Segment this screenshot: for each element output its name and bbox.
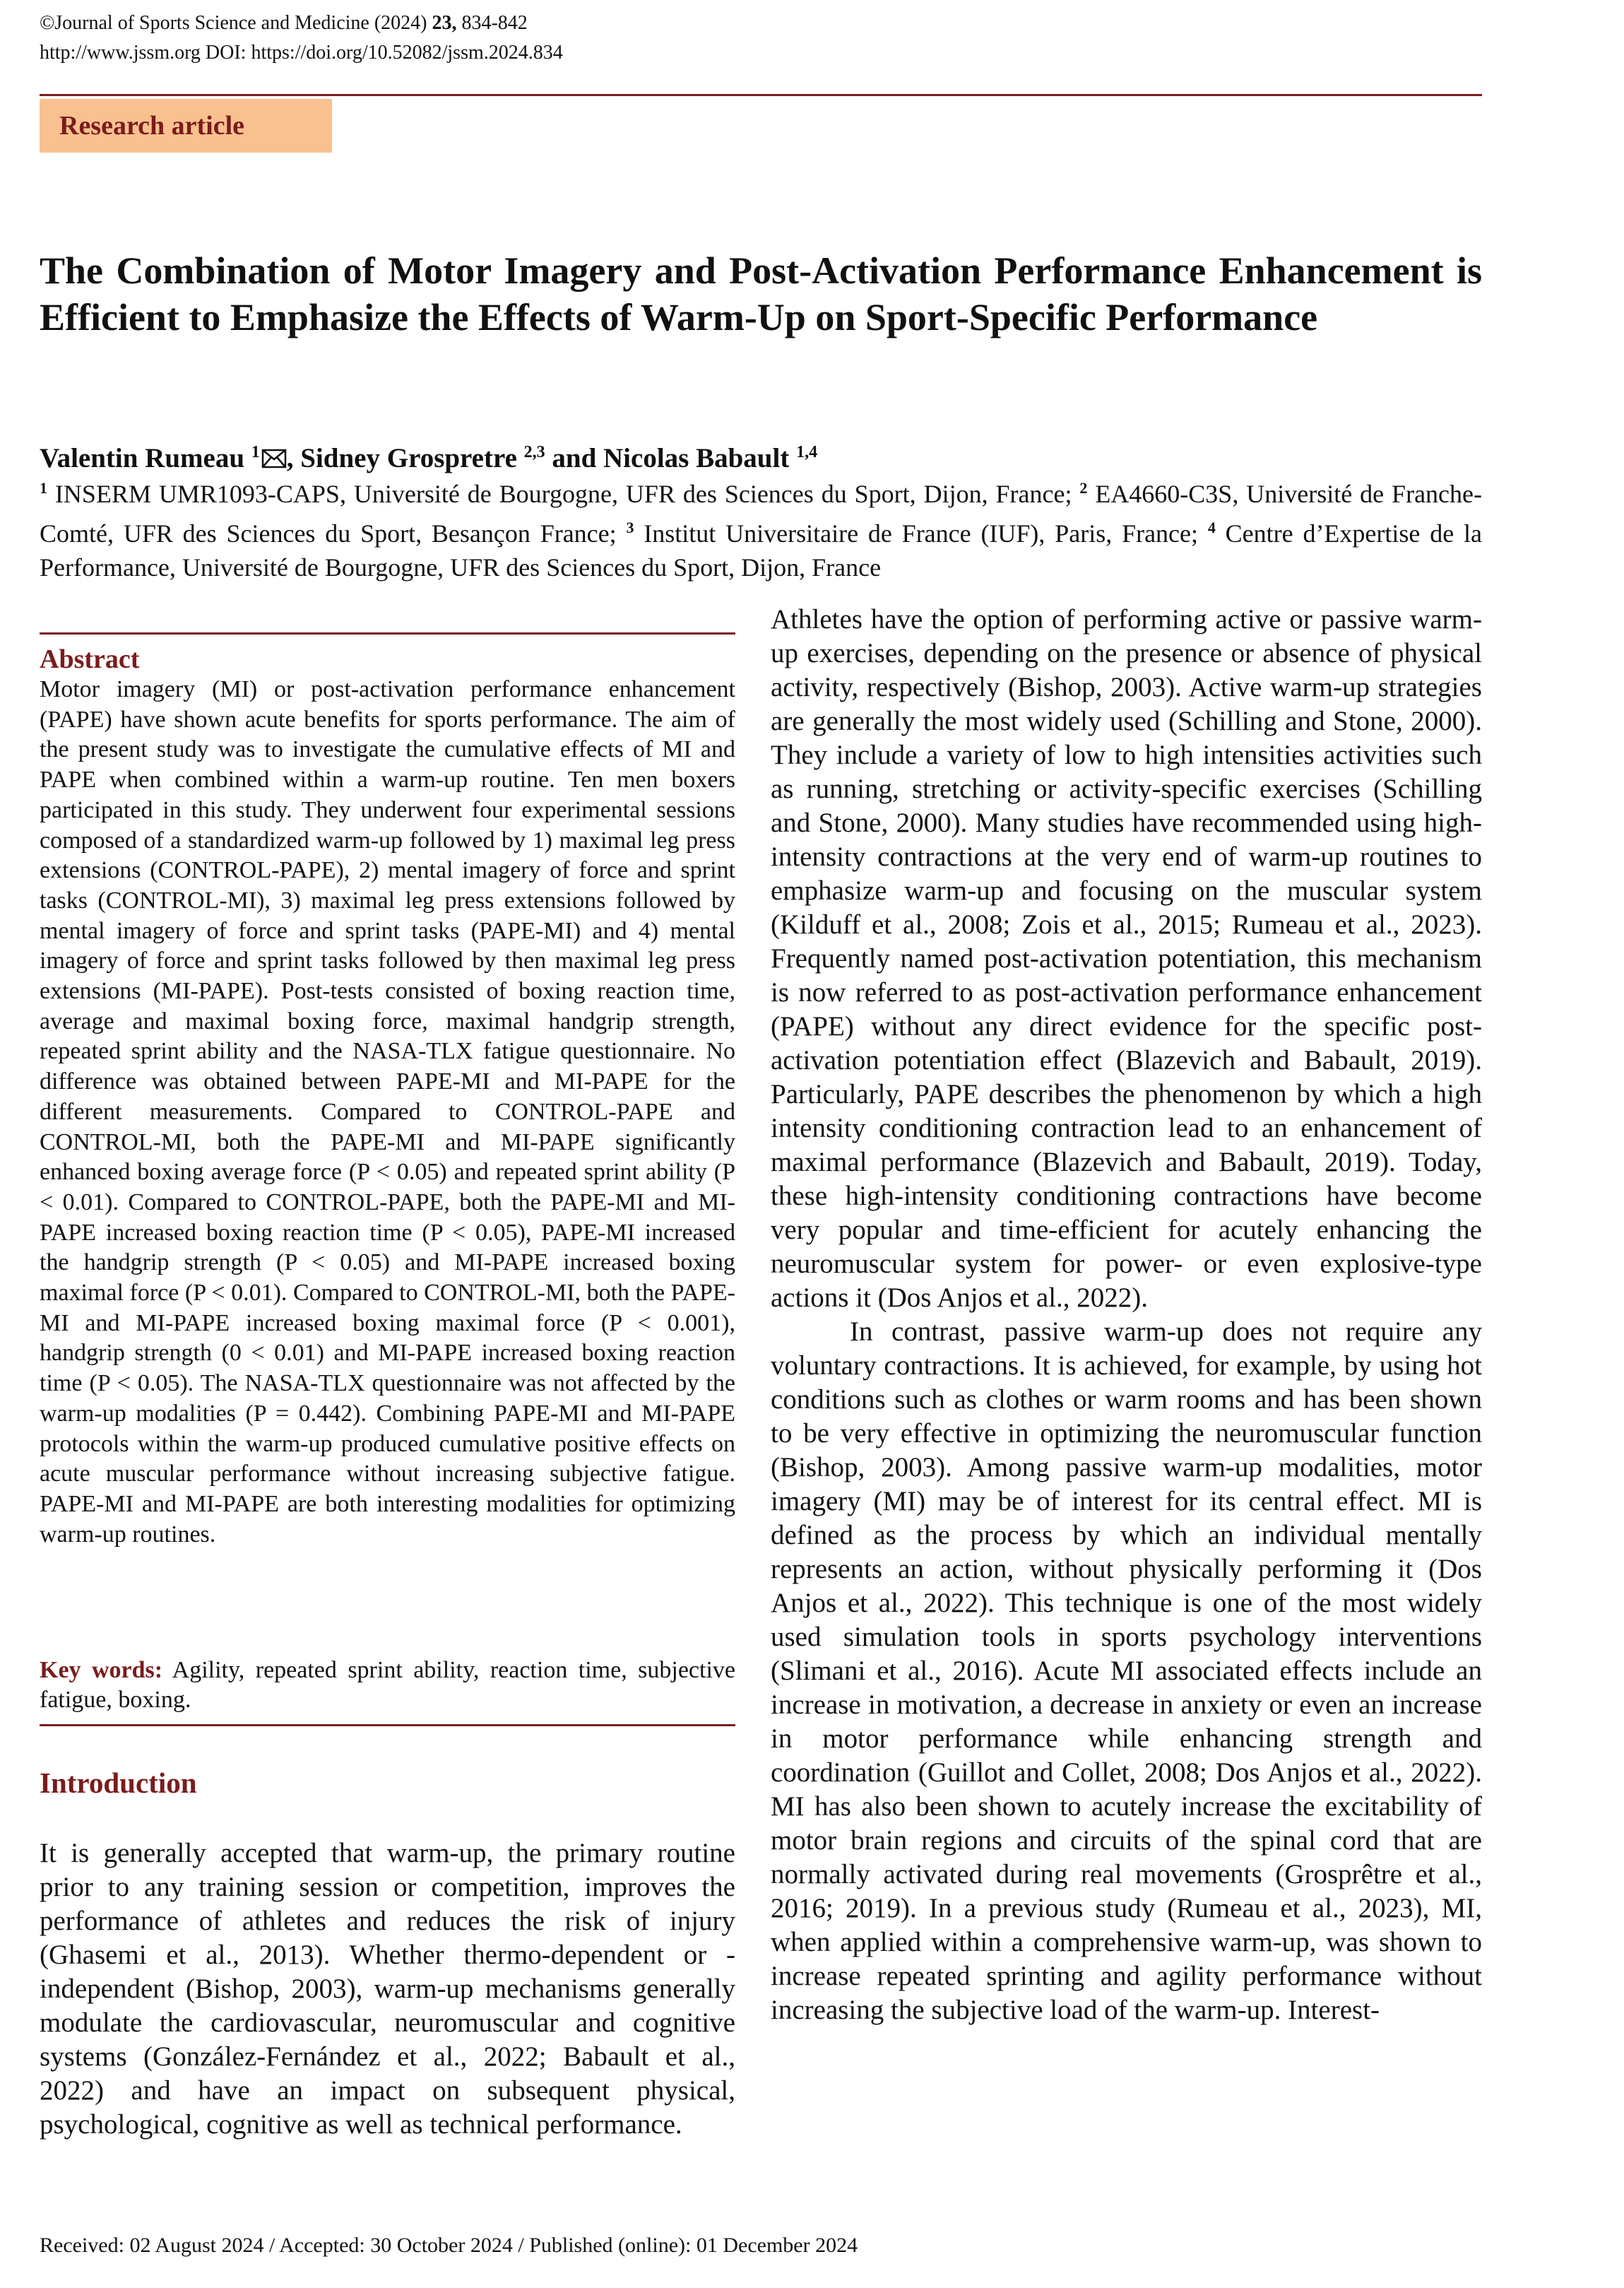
abstract-body: Motor imagery (MI) or post-activation performance enhancement (PAPE) have shown acute benefits for sports performance. The aim of the present study was to investigate the cumulative effects of MI and PAPE when combined within a warm-up routine. Ten men boxers participated in this study. They underwent four experimental sessions composed of a standardized warm-up followed by 1) maximal leg press extensions (CONTROL-PAPE), 2) mental imagery of force and sprint tasks (CONTROL-MI), 3) maximal leg press extensions followed by mental imagery of force and sprint tasks (PAPE-MI) and 4) mental imagery of force and sprint tasks followed by then maximal leg press extensions (MI-PAPE). Post-tests consisted of boxing reaction time, average and maximal boxing force, maximal handgrip strength, repeated sprint ability and the NASA-TLX fatigue questionnaire. No difference was obtained between PAPE-MI and MI-PAPE for the different measurements. Compared to CONTROL-PAPE and CONTROL-MI, both the PAPE-MI and MI-PAPE significantly enhanced boxing average force (P < 0.05) and repeated sprint ability (P < 0.01). Compared to CONTROL-PAPE, both the PAPE-MI and MI-PAPE increased boxing reaction time (P < 0.05), PAPE-MI increased the handgrip strength (P < 0.05) and MI-PAPE increased boxing maximal force (P < 0.01). Compared to CONTROL-MI, both the PAPE-MI and MI-PAPE increased boxing maximal force (P < 0.001), handgrip strength (0 < 0.01) and MI-PAPE increased boxing reaction time (P < 0.05). The NASA-TLX questionnaire was not affected by the warm-up modalities (P = 0.442). Combining PAPE-MI and MI-PAPE protocols within the warm-up produced cumulative positive effects on acute muscular performance without increasing subjective fatigue. PAPE-MI and MI-PAPE are both interesting modalities for optimizing warm-up routines. (40, 676, 735, 1547)
body-paragraph: In contrast, passive warm-up does not require any voluntary contractions. It is achieved, for example, by using hot conditions such as clothes or warm rooms and has been shown to be very effective in optimizing the neuromuscular function (Bishop, 2003). Among passive warm-up modalities, motor imagery (MI) may be of interest for its central effect. MI is defined as the process by which an individual mentally represents an action, without physically performing it (Dos Anjos et al., 2022). This technique is one of the most widely used simulation tools in sports psychology interventions (Slimani et al., 2016). Acute MI associated effects include an increase in motivation, a decrease in anxiety or even an increase in motor performance while enhancing strength and coordination (Guillot and Collet, 2008; Dos Anjos et al., 2022). MI has also been shown to acutely increase the excitability of motor brain regions and circuits of the spinal cord that are normally activated during real movements (Grosprêtre et al., 2016; 2019). In a previous study (Rumeau et al., 2023), MI, when applied within a comprehensive warm-up, was shown to increase repeated sprinting and agility performance without increasing the subjective load of the warm-up. Interest- (771, 1316, 1482, 2025)
introduction-paragraph: It is generally accepted that warm-up, the primary routine prior to any training session or competition, improves the performance of athletes and reduces the risk of injury (Ghasemi et al., 2013). Whether thermo-dependent or -independent (Bishop, 2003), warm-up mechanisms generally modulate the cardiovascular, neuromuscular and cognitive systems (González-Fernández et al., 2022; Babault et al., 2022) and have an impact on subsequent physical, psychological, cognitive as well as technical performance. (40, 1838, 735, 2140)
author-affiliation-sup: 1,4 (796, 443, 818, 461)
abstract-heading: Abstract (40, 644, 140, 674)
author-name: Valentin Rumeau (40, 443, 251, 473)
affiliation-text: Centre d’Expertise de la Performance, Université de Bourgogne, UFR des Sciences du Sport, Dijon, France (40, 519, 1482, 582)
journal-header (40, 8, 563, 68)
abstract-top-rule (40, 632, 735, 635)
journal-url-doi: http://www.jssm.org DOI: https://doi.org/10.52082/jssm.2024.834 (40, 42, 563, 64)
header-divider (40, 94, 1482, 96)
publication-dates: Received: 02 August 2024 / Accepted: 30 October 2024 / Published (online): 01 December 2024 (40, 2234, 858, 2257)
keywords (40, 1656, 735, 1715)
keywords-text: Agility, repeated sprint ability, reaction time, subjective fatigue, boxing. (40, 1657, 735, 1713)
author-affiliation-sup: 1 (251, 443, 260, 461)
abstract-bottom-rule (40, 1724, 735, 1726)
body-paragraph: Athletes have the option of performing active or passive warm-up exercises, depending on the presence or absence of physical activity, respectively (Bishop, 2003). Active warm-up strategies are generally the most widely used (Schilling and Stone, 2000). They include a variety of low to high intensities activities such as running, stretching or activity-specific exercises (Schilling and Stone, 2000). Many studies have recommended using high-intensity contractions at the very end of warm-up routines to emphasize warm-up and focusing on the muscular system (Kilduff et al., 2008; Zois et al., 2015; Rumeau et al., 2023). Frequently named post-activation potentiation, this mechanism is now referred to as post-activation performance enhancement (PAPE) without any direct evidence for the specific post-activation potentiation effect (Blazevich and Babault, 2019). Particularly, PAPE describes the phenomenon by which a high intensity conditioning contraction lead to an enhancement of maximal performance (Blazevich and Babault, 2019). Today, these high-intensity conditioning contractions have become very popular and time-efficient for acutely enhancing the neuromuscular system for power- or even explosive-type actions it (Dos Anjos et al., 2022). (771, 604, 1482, 1313)
affiliations: $^1$ INSERM UMR1093-CAPS, Université de Bourgogne, UFR des Sciences du Sport, Dijon, France; $^2$ EA4660-C3S, Université de Franche-Comté, UFR des Sciences du Sport, Besançon France; $^3$ Institut Universitaire de France (IUF), Paris, France; $^4$ Centre d’Expertise de la Performance, Université de Bourgogne, UFR des Sciences du Sport, Dijon, France (40, 479, 1482, 582)
introduction-heading: Introduction (40, 1767, 197, 1799)
affiliation-text: INSERM UMR1093-CAPS, Université de Bourgogne, UFR des Sciences du Sport, Dijon, France; (47, 480, 1080, 508)
keywords-label: Key words: (40, 1657, 163, 1683)
article-type-badge (40, 99, 332, 153)
article-type-label: Research article (59, 111, 245, 141)
journal-citation: ©Journal of Sports Science and Medicine (2024) 23, 834-842 (40, 12, 528, 34)
author-affiliation-sup: 2,3 (523, 443, 545, 461)
right-column (771, 603, 1482, 2027)
affiliation-text: Institut Universitaire de France (IUF), Paris, France; (634, 519, 1208, 548)
author-name: Sidney Grospretre (300, 443, 524, 473)
affiliation-text: EA4660-C3S, Université de Franche-Comté, UFR des Sciences du Sport, Besançon France; (40, 480, 1482, 548)
envelope-icon[interactable] (261, 442, 287, 476)
author-name: Nicolas Babault (603, 443, 797, 473)
author-list: Valentin Rumeau $^1$ , Sidney Grospretre $^{2,3}$ and Nicolas Babault $^{1,4}$ (40, 435, 817, 476)
article-title: The Combination of Motor Imagery and Post-Activation Performance Enhancement is Efficient to Emphasize the Effects of Warm-Up on Sport-Specific Performance (40, 249, 1482, 338)
